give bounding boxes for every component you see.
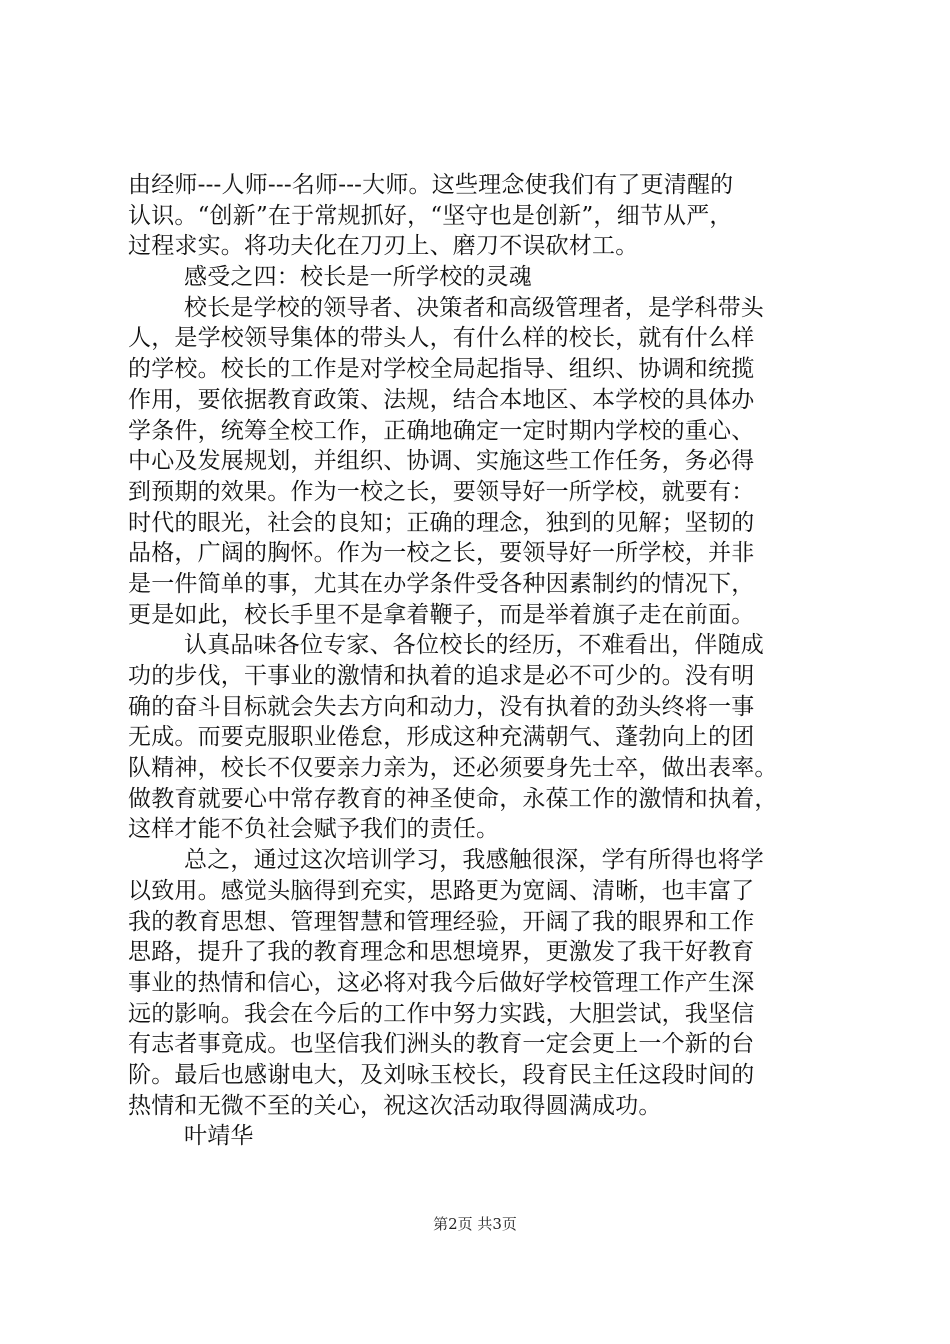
body-line: 热情和无微不至的关心，祝这次活动取得圆满成功。 <box>128 1092 662 1119</box>
section-heading: 感受之四：校长是一所学校的灵魂 <box>184 264 532 291</box>
body-line: 队精神，校长不仅要亲力亲为，还必须要身先士卒，做出表率。 <box>128 755 778 782</box>
body-line: 思路，提升了我的教育理念和思想境界，更激发了我干好教育 <box>128 939 755 966</box>
body-line: 品格，广阔的胸怀。作为一校之长，要领导好一所学校，并非 <box>128 540 755 567</box>
body-line: 作用，要依据教育政策、法规，结合本地区、本学校的具体办 <box>128 386 755 413</box>
body-line: 这样才能不负社会赋予我们的责任。 <box>128 816 500 843</box>
body-line: 我的教育思想、管理智慧和管理经验，开阔了我的眼界和工作 <box>128 908 755 935</box>
author-signature: 叶靖华 <box>184 1123 254 1150</box>
body-line: 功的步伐，干事业的激情和执着的追求是必不可少的。没有明 <box>128 663 755 689</box>
body-line: 校长是学校的领导者、决策者和高级管理者，是学科带头 <box>184 294 764 321</box>
body-line: 时代的眼光，社会的良知；正确的理念，独到的见解；坚韧的 <box>128 509 755 536</box>
body-line: 更是如此，校长手里不是拿着鞭子，而是举着旗子走在前面。 <box>128 601 755 628</box>
body-line: 阶。最后也感谢电大，及刘咏玉校长，段育民主任这段时间的 <box>128 1061 755 1088</box>
body-line: 确的奋斗目标就会失去方向和动力，没有执着的劲头终将一事 <box>128 693 755 720</box>
body-line: 中心及发展规划，并组织、协调、实施这些工作任务，务必得 <box>128 448 755 475</box>
body-line: 认真品味各位专家、各位校长的经历，不难看出，伴随成 <box>184 632 764 659</box>
page-number-footer: 第2页 共3页 <box>433 1215 517 1233</box>
body-line: 以致用。感觉头脑得到充实，思路更为宽阔、清晰，也丰富了 <box>128 877 755 904</box>
body-line: 学条件，统筹全校工作，正确地确定一定时期内学校的重心、 <box>128 417 755 444</box>
body-line: 无成。而要克服职业倦怠，形成这种充满朝气、蓬勃向上的团 <box>128 724 755 751</box>
body-line: 是一件简单的事，尤其在办学条件受各种因素制约的情况下， <box>128 570 755 597</box>
body-line: 人，是学校领导集体的带头人，有什么样的校长，就有什么样 <box>128 325 755 352</box>
body-line: 做教育就要心中常存教育的神圣使命，永葆工作的激情和执着， <box>128 785 778 812</box>
body-line: 总之，通过这次培训学习，我感触很深，学有所得也将学 <box>184 847 764 874</box>
body-line: 的学校。校长的工作是对学校全局起指导、组织、协调和统揽 <box>128 356 755 383</box>
body-line: 有志者事竟成。也坚信我们洲头的教育一定会更上一个新的台 <box>128 1031 755 1058</box>
body-line: 认识。“创新”在于常规抓好，“坚守也是创新”，细节从严， <box>128 202 733 229</box>
body-line: 到预期的效果。作为一校之长，要领导好一所学校，就要有： <box>128 478 755 505</box>
body-line: 事业的热情和信心，这必将对我今后做好学校管理工作产生深 <box>128 969 755 996</box>
body-line: 由经师---人师---名师---大师。这些理念使我们有了更清醒的 <box>128 172 734 198</box>
document-body <box>128 170 828 1152</box>
body-line: 过程求实。将功夫化在刀刃上、磨刀不误砍材工。 <box>128 233 639 260</box>
body-line: 远的影响。我会在今后的工作中努力实践，大胆尝试，我坚信 <box>128 1000 755 1027</box>
